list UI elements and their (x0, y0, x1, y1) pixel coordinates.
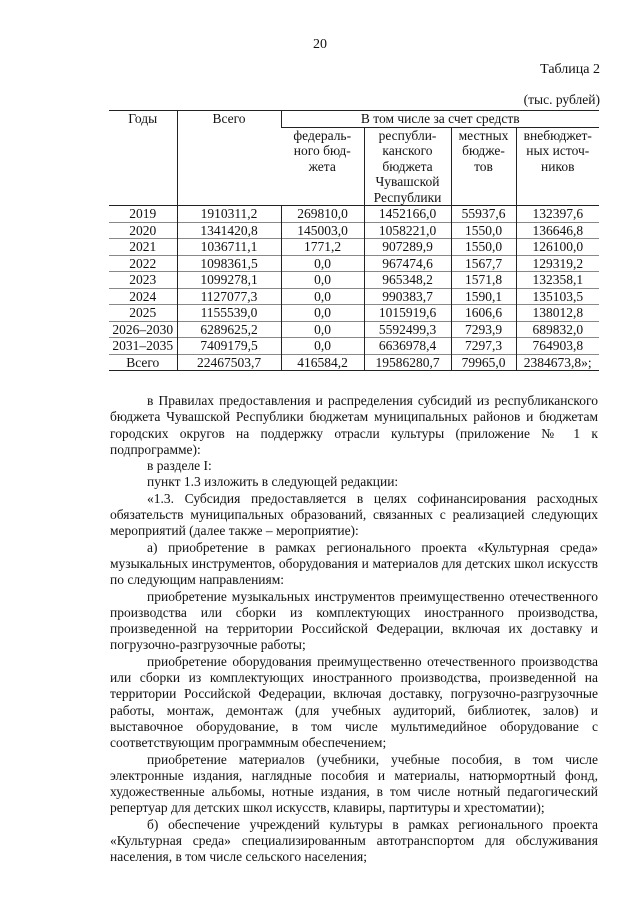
funding-table (109, 110, 599, 371)
table-cell: 2024 (129, 288, 157, 304)
table-cell: 6289625,2 (177, 321, 281, 338)
table-cell: 1550,0 (451, 222, 516, 239)
table-row (109, 305, 599, 322)
table-cell: 1571,8 (451, 272, 516, 289)
table-row (109, 354, 599, 371)
table-cell: 1771,2 (281, 239, 364, 256)
paragraph: а) приобретение в рамках регионального проекта «Культурная среда» музыкальных инструментов, оборудования и материалов для детских школ искусств по следующим направлениям: (110, 539, 598, 588)
table-cell: 967474,6 (364, 255, 451, 272)
paragraph: пункт 1.3 изложить в следующей редакции: (147, 474, 399, 490)
paragraph: б) обеспечение учреждений культуры в рамках регионального проекта «Культурная среда» специализированным автотранспортом для обслуживания населения, в том числе сельского населения; (110, 816, 598, 865)
table-cell: 2384673,8»; (516, 354, 599, 371)
table-cell: 1452166,0 (364, 206, 451, 223)
header-years: Годы (109, 111, 177, 206)
table-cell: 7297,3 (451, 338, 516, 355)
table-cell: 126100,0 (516, 239, 599, 256)
table-cell: 2021 (129, 239, 157, 254)
table-cell: 2022 (129, 255, 157, 271)
table-row (109, 338, 599, 355)
paragraph: приобретение музыкальных инструментов преимущественно отечественного производства или сборки из комплектующих иностранного производства, произведенной на территории Российской Федерации, включая их доставку и погрузочно-разгрузочные работы; (110, 588, 598, 653)
table-cell: 145003,0 (281, 222, 364, 239)
paragraph: «1.3. Субсидия предоставляется в целях софинансирования расходных обязательств муниципальных образований, связанных с реализацией следующих мероприятий (далее также – мероприятие): (110, 490, 598, 539)
table-cell: 1567,7 (451, 255, 516, 272)
table-cell: 0,0 (281, 255, 364, 272)
table-row (109, 255, 599, 272)
table-cell: 7293,9 (451, 321, 516, 338)
table-cell: 907289,9 (364, 239, 451, 256)
table-cell: 135103,5 (516, 288, 599, 305)
table-cell: 990383,7 (364, 288, 451, 305)
header-total: Всего (177, 111, 281, 206)
table-cell: 1590,1 (451, 288, 516, 305)
table-row (109, 206, 599, 223)
table-row (109, 321, 599, 338)
table-row (109, 272, 599, 289)
table-cell: 1341420,8 (177, 222, 281, 239)
table-row (109, 222, 599, 239)
table-cell: 19586280,7 (364, 354, 451, 371)
table-cell: 1910311,2 (177, 206, 281, 223)
table-cell: 1058221,0 (364, 222, 451, 239)
table-cell: 138012,8 (516, 305, 599, 322)
table-cell: 1098361,5 (177, 255, 281, 272)
paragraph: приобретение материалов (учебники, учебные пособия, в том числе электронные издания, наглядные пособия и материалы, натюрмортный фонд, художественные альбомы, нотные издания, в том числе нотный педагогический репертуар для детских школ искусств, клавиры, партитуры и хрестоматии); (110, 751, 598, 816)
table-row (109, 288, 599, 305)
table-cell: 1155539,0 (177, 305, 281, 322)
header-federal: федераль- ного бюд- жета (281, 127, 364, 206)
header-local: местных бюдже- тов (451, 127, 516, 206)
table-cell: 1099278,1 (177, 272, 281, 289)
table-cell: 1606,6 (451, 305, 516, 322)
table-cell: 965348,2 (364, 272, 451, 289)
table-cell: 132358,1 (516, 272, 599, 289)
table-label: Таблица 2 (540, 62, 600, 77)
table-cell: 136646,8 (516, 222, 599, 239)
table-cell: 7409179,5 (177, 338, 281, 355)
table-cell: 1015919,6 (364, 305, 451, 322)
table-cell: 1036711,1 (177, 239, 281, 256)
table-cell: 269810,0 (281, 206, 364, 223)
table-cell: 2023 (129, 272, 157, 287)
table-cell: 2020 (129, 222, 157, 238)
paragraph: приобретение оборудования преимущественно отечественного производства или сборки из комплектующих иностранного производства, произведенной на территории Российской Федерации, включая доставку, погрузочно-разгрузочные работы, монтаж, демонтаж (для учебных аудиторий, библиотек, залов) и выставочное оборудование, в том числе мультимедийное оборудование с соответствующим программным обеспечением; (110, 653, 598, 751)
table-cell: 764903,8 (516, 338, 599, 355)
table-cell: 0,0 (281, 272, 364, 289)
table-cell: 1127077,3 (177, 288, 281, 305)
body-text (110, 393, 598, 866)
table-cell: 689832,0 (516, 321, 599, 338)
table-cell: 22467503,7 (177, 354, 281, 371)
header-extrabudget: внебюджет- ных источ- ников (516, 127, 599, 206)
table-cell: 1550,0 (451, 239, 516, 256)
table-cell: 5592499,3 (364, 321, 451, 338)
paragraph: в разделе I: (147, 458, 212, 474)
units-label: (тыс. рублей) (523, 92, 600, 107)
page-number: 20 (313, 37, 327, 52)
table-cell: 6636978,4 (364, 338, 451, 355)
table-cell: 2025 (129, 305, 157, 320)
table-cell: 129319,2 (516, 255, 599, 272)
table-cell: 416584,2 (281, 354, 364, 371)
table-cell: 0,0 (281, 305, 364, 322)
table-cell: 2031–2035 (112, 338, 174, 353)
table-cell: 2026–2030 (112, 321, 174, 337)
table-row (109, 239, 599, 256)
header-republic: республи- канского бюджета Чувашской Республики (364, 127, 451, 206)
table-cell: 0,0 (281, 288, 364, 305)
paragraph: в Правилах предоставления и распределения субсидий из республиканского бюджета Чувашской Республики бюджетам муниципальных районов и бюджетам городских округов на поддержку отрасли культуры (приложение № 1 к подпрограмме): (110, 393, 598, 457)
table-cell: 79965,0 (451, 354, 516, 371)
table-cell: 132397,6 (516, 206, 599, 223)
table-cell: 2019 (129, 206, 157, 221)
table-cell: 0,0 (281, 338, 364, 355)
table-cell: Всего (126, 354, 160, 370)
table-cell: 0,0 (281, 321, 364, 338)
table-cell: 55937,6 (451, 206, 516, 223)
header-group: В том числе за счет средств (281, 111, 599, 128)
